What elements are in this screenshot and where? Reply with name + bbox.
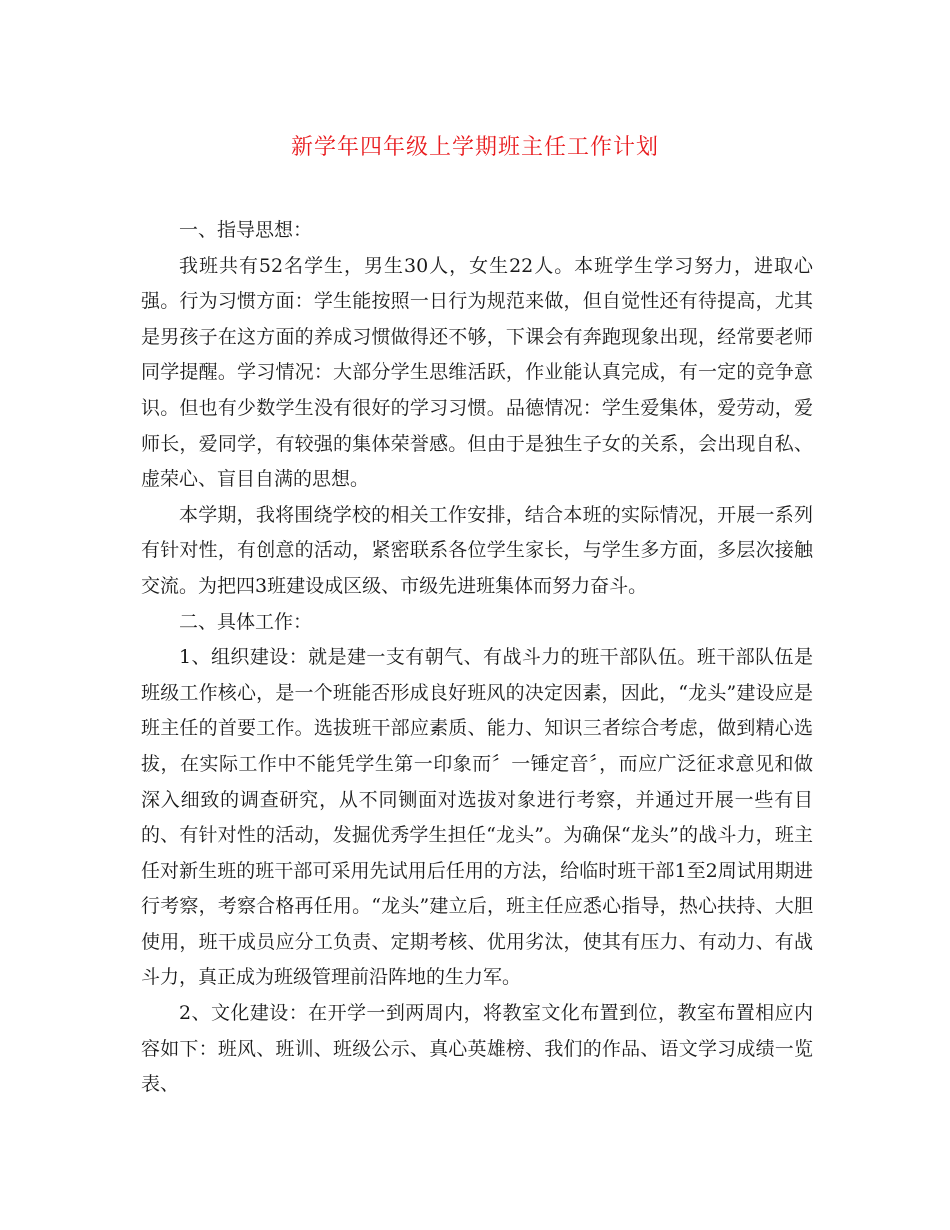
- paragraph-organization-building: 1、组织建设：就是建一支有朝气、有战斗力的班干部队伍。班干部队伍是班级工作核心，是一个班能否形成良好班风的决定因素，因此，“龙头”建设应是班主任的首要工作。选拔班干部应素质、能力、知识三者综合考虑，做到精心选拔，在实际工作中不能凭学生第一印象而〞一锤定音〞，而应广泛征求意见和做深入细致的调查研究，从不同铡面对选拔对象进行考察，并通过开展一些有目的、有针对性的活动，发掘优秀学生担任“龙头”。为确保“龙头”的战斗力，班主任对新生班的班干部可采用先试用后任用的方法，给临时班干部1至2周试用期进行考察，考察合格再任用。“龙头”建立后，班主任应悉心指导，热心扶持、大胆使用，班干成员应分工负责、定期考核、优用劣汰，使其有压力、有动力、有战斗力，真正成为班级管理前沿阵地的生力军。: [141, 646, 813, 989]
- section-heading-guiding-ideology: 一、指导思想：: [179, 219, 313, 241]
- document-body: [141, 213, 813, 1103]
- paragraph-class-situation: 我班共有52名学生，男生30人，女生22人。本班学生学习努力，进取心强。行为习惯方面：学生能按照一日行为规范来做，但自觉性还有待提高，尤其是男孩子在这方面的养成习惯做得还不够，下课会有奔跑现象出现，经常要老师同学提醒。学习情况：大部分学生思维活跃，作业能认真完成，有一定的竞争意识。但也有少数学生没有很好的学习习惯。品德情况：学生爱集体，爱劳动，爱师长，爱同学，有较强的集体荣誉感。但由于是独生子女的关系，会出现自私、虚荣心、盲目自满的思想。: [141, 254, 813, 491]
- section-heading-specific-work: 二、具体工作：: [179, 610, 313, 633]
- paragraph-semester-plan: 本学期，我将围绕学校的相关工作安排，结合本班的实际情况，开展一系列有针对性，有创意的活动，紧密联系各位学生家长，与学生多方面，多层次接触交流。为把四3班建设成区级、市级先进班集体而努力奋斗。: [141, 503, 813, 597]
- paragraph-culture-building: 2、文化建设：在开学一到两周内，将教室文化布置到位，教室布置相应内容如下：班风、班训、班级公示、真心英雄榜、我们的作品、语文学习成绩一览表、: [141, 1002, 813, 1096]
- document-title: 新学年四年级上学期班主任工作计划: [290, 135, 659, 160]
